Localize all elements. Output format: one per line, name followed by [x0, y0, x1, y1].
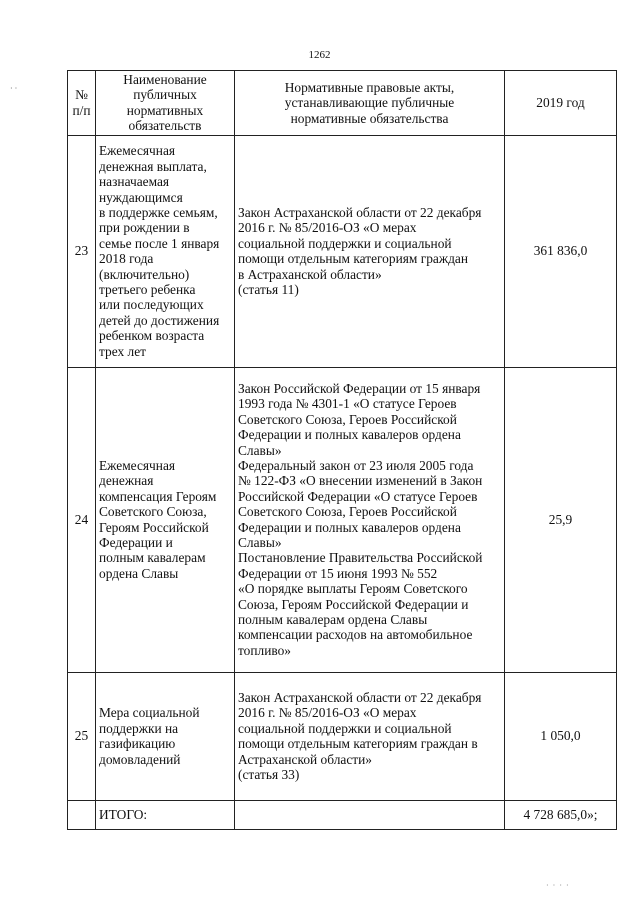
obligation-name: Ежемесячная денежная компенсация Героям Советского Союза, Героям Российской Федерации и полным кавалерам ордена Славы [96, 367, 235, 672]
header-acts: Нормативные правовые акты, устанавливающие публичные нормативные обязательства [235, 71, 505, 136]
page-number: 1262 [308, 49, 331, 61]
total-label: ИТОГО: [96, 800, 235, 829]
amount-2019: 1 050,0 [505, 672, 617, 800]
header-num: № п/п [68, 71, 96, 136]
table-row [68, 135, 617, 367]
scan-artifact: · · · · [546, 881, 570, 890]
legal-acts: Закон Астраханской области от 22 декабря 2016 г. № 85/2016-ОЗ «О мерах социальной поддержки и социальной помощи отдельным категориям граждан в Астраханской области» (статья 33) [235, 672, 505, 800]
row-number: 25 [68, 672, 96, 800]
obligation-name: Ежемесячная денежная выплата, назначаемая нуждающимся в поддержке семьям, при рождении в семье после 1 января 2018 года (включительно) третьего ребенка или последующих детей до достижения ребенком возраста трех лет [96, 135, 235, 367]
legal-acts: Закон Российской Федерации от 15 января 1993 года № 4301-1 «О статусе Героев Советского Союза, Героев Российской Федерации и полных кавалеров ордена Славы» Федеральный закон от 23 июля 2005 года № 122-ФЗ «О внесении изменений в Закон Российской Федерации «О статусе Героев Советского Союза, Героев Российской Федерации и полных кавалеров ордена Славы» Постановление Правительства Российской Федерации от 15 июня 1993 № 552 «О порядке выплаты Героям Советского Союза, Героям Российской Федерации и полным кавалерам ордена Славы компенсации расходов на автомобильное топливо» [235, 367, 505, 672]
obligations-table [67, 70, 617, 830]
total-num-empty [68, 800, 96, 829]
total-acts-empty [235, 800, 505, 829]
total-value: 4 728 685,0»; [505, 800, 617, 829]
header-name: Наименование публичных нормативных обязательств [96, 71, 235, 136]
amount-2019: 25,9 [505, 367, 617, 672]
margin-mark: · · [10, 84, 18, 93]
amount-2019: 361 836,0 [505, 135, 617, 367]
table-header-row [68, 71, 617, 136]
table-row [68, 672, 617, 800]
obligation-name: Мера социальной поддержки на газификацию домовладений [96, 672, 235, 800]
table-row [68, 367, 617, 672]
total-row [68, 800, 617, 829]
legal-acts: Закон Астраханской области от 22 декабря 2016 г. № 85/2016-ОЗ «О мерах социальной поддержки и социальной помощи отдельным категориям граждан в Астраханской области» (статья 11) [235, 135, 505, 367]
row-number: 23 [68, 135, 96, 367]
header-year: 2019 год [505, 71, 617, 136]
row-number: 24 [68, 367, 96, 672]
